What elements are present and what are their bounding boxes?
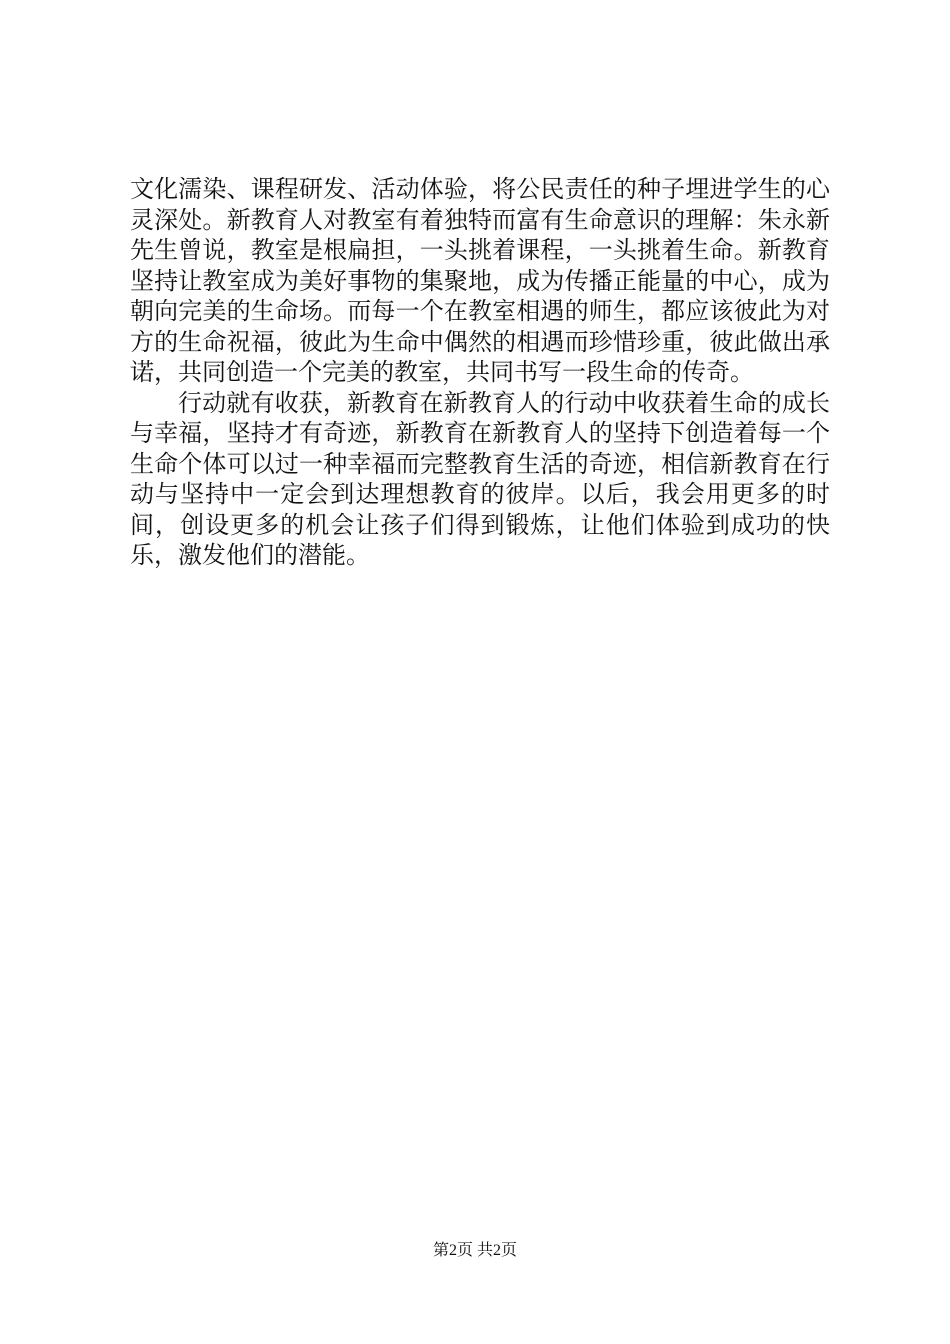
page-footer: 第2页 共2页 (432, 1242, 517, 1259)
document-body (130, 174, 830, 571)
paragraph-1: 文化濡染、课程研发、活动体验，将公民责任的种子埋进学生的心灵深处。新教育人对教室有着独特而富有生命意识的理解：朱永新先生曾说，教室是根扁担，一头挑着课程，一头挑着生命。新教育坚持让教室成为美好事物的集聚地，成为传播正能量的中心，成为朝向完美的生命场。而每一个在教室相遇的师生，都应该彼此为对方的生命祝福，彼此为生命中偶然的相遇而珍惜珍重，彼此做出承诺，共同创造一个完美的教室，共同书写一段生命的传奇。 (130, 175, 830, 386)
paragraph-2: 行动就有收获，新教育在新教育人的行动中收获着生命的成长与幸福，坚持才有奇迹，新教育在新教育人的坚持下创造着每一个生命个体可以过一种幸福而完整教育生活的奇迹，相信新教育在行动与坚持中一定会到达理想教育的彼岸。以后，我会用更多的时间，创设更多的机会让孩子们得到锻炼，让他们体验到成功的快乐，激发他们的潜能。 (130, 388, 830, 569)
